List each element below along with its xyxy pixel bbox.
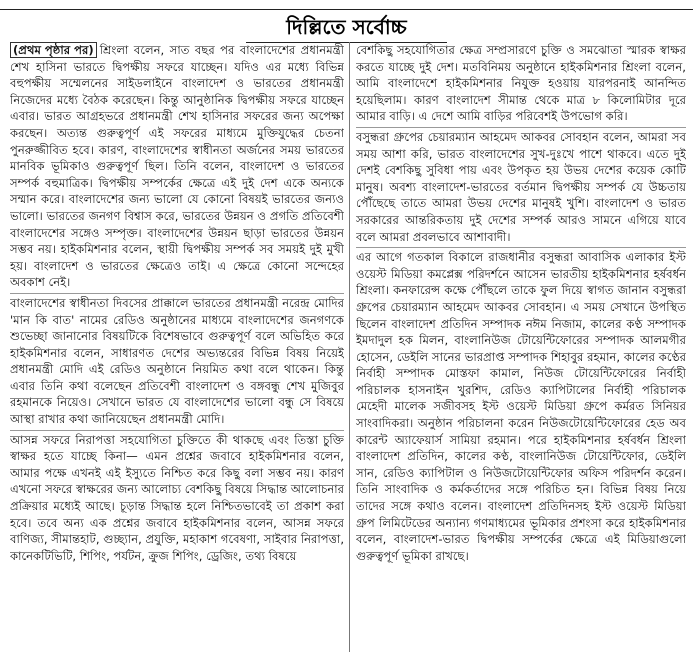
column-divider bbox=[349, 42, 350, 652]
continuation-kicker: (প্রথম পৃষ্ঠার পর) bbox=[10, 42, 97, 58]
headline-container bbox=[0, 12, 693, 43]
previous-article-strip bbox=[0, 0, 693, 8]
left-paragraph-1-text: শ্রিংলা বলেন, সাত বছর পর বাংলাদেশের প্রধানমন্ত্রী শেখ হাসিনা ভারতে দ্বিপক্ষীয় সফরে যাচ্ছেন। যদিও এর মধ্যে বিভিন্ন বহুপক্ষীয় সম্মেলনের সাইডলাইনে বাংলাদেশ ও ভারতের প্রধানমন্ত্রী নিজেদের মধ্যে বৈঠক করেছেন। কিন্তু আনুষ্ঠানিক দ্বিপক্ষীয় সফরে যাচ্ছেন এবার। ভারত আগ্রহভরে প্রধানমন্ত্রী শেখ হাসিনার সফরের জন্য অপেক্ষা করছেন। অত্যন্ত গুরুত্বপূর্ণ এই সফরের মাধ্যমে মুক্তিযুদ্ধের চেতনা পুনরুজ্জীবিত হবে। কারণ, বাংলাদেশের স্বাধীনতা অর্জনের সময় ভারতের মানবিক ভূমিকাও গুরুত্বপূর্ণ ছিল। তিনি বলেন, বাংলাদেশ ও ভারতের সম্পর্ক বহুমাত্রিক। দ্বিপক্ষীয় সম্পর্কের ক্ষেত্রে এই দুই দেশ একে অন্যকে সম্মান করে। বাংলাদেশের জন্য ভালো যে কোনো বিষয়ই ভারতের জন্যও ভালো। ভারতের জনগণ বিশ্বাস করে, ভারতের উন্নয়ন ও প্রগতি প্রতিবেশী বাংলাদেশের সঙ্গেও সম্পৃক্ত। বাংলাদেশের উন্নয়ন ছাড়া ভারতের উন্নয়ন সম্ভব নয়। হাইকমিশনার বলেন, স্থায়ী দ্বিপক্ষীয় সম্পর্ক সব সময়ই দুই মুখী হয়। বাংলাদেশ ও ভারতের ক্ষেত্রেও তাই। এ ক্ষেত্রে কোনো সন্দেহের অবকাশ নেই। bbox=[10, 43, 344, 290]
right-paragraph-1: বেশকিছু সহযোগিতার ক্ষেত্র সম্প্রসারণে চুক্তি ও সমঝোতা স্মারক স্বাক্ষর করতে যাচ্ছে দুই দেশ। মতবিনিময় অনুষ্ঠানে হাইকমিশনার শ্রিংলা বলেন, আমি বাংলাদেশে হাইকমিশনার নিযুক্ত হওয়ায় যারপরনাই আনন্দিত হয়েছিলাম। কারণ বাংলাদেশ সীমান্ত থেকে মাত্র ৮ কিলোমিটার দূরে আমার বাড়ি। এ দেশে আমি বাড়ির পরিবেশই উপভোগ করি। bbox=[356, 43, 686, 124]
left-paragraph-3: আসন্ন সফরে নিরাপত্তা সহযোগিতা চুক্তিতে কী থাকছে এবং তিস্তা চুক্তি স্বাক্ষর হতে যাচ্ছে কিনা— এমন প্রশ্নের জবাবে হাইকমিশনার বলেন, আমার পক্ষে এখনই এই ইস্যুতে নিশ্চিত করে কিছু বলা সম্ভব নয়। কারণ এখনো সফরে স্বাক্ষরের জন্য আলোচ্য বেশকিছু বিষয়ে সিদ্ধান্ত আলোচনার প্রক্রিয়ার মধ্যেই আছে। চূড়ান্ত সিদ্ধান্ত হলে নিশ্চিতভাবেই তা প্রকাশ করা হবে। তবে অন্য এক প্রশ্নের জবাবে হাইকমিশনার বলেন, আসন্ন সফরে বাণিজ্য, সীমান্তহাট, গুচ্ছ্যান, প্রযুক্তি, মহাকাশ গবেষণা, সাইবার নিরাপত্তা, কানেকটিভিটি, শিপিং, পর্যটন, ক্রুজ শিপিং, ড্রেজিং, তথ্য বিষয়ে bbox=[10, 430, 344, 565]
left-paragraph-2: বাংলাদেশের স্বাধীনতা দিবসের প্রাক্কালে ভারতের প্রধানমন্ত্রী নরেন্দ্র মোদির 'মান কি বাত' নামের রেডিও অনুষ্ঠানের মাধ্যমে বাংলাদেশের জনগণকে শুভেচ্ছা জানানোর বিষয়টিকে বিশেষভাবে গুরুত্বপূর্ণ বলে অভিহিত করে হাইকমিশনার বলেন, সাধারণত দেশের অভ্যন্তরের বিভিন্ন বিষয় নিয়েই প্রধানমন্ত্রী মোদি এই রেডিও অনুষ্ঠানে নিয়মিত কথা বলে থাকেন। কিন্তু এবার তিনি কথা বলেছেন প্রতিবেশী বাংলাদেশ ও বঙ্গবন্ধু শেখ মুজিবুর রহমানকে নিয়েও। সেখানে ভারত যে বাংলাদেশের ভালো বন্ধু সে বিষয়ে আস্থা রাখার কথা জানিয়েছেন প্রধানমন্ত্রী মোদি। bbox=[10, 293, 344, 428]
right-paragraph-2: বসুন্ধরা গ্রুপের চেয়ারম্যান আহমেদ আকবর সোবহান বলেন, আমরা সব সময় আশা করি, ভারত বাংলাদেশের সুখ-দুঃখে পাশে থাকবে। এতে দুই দেশই বেশকিছু সুবিধা পায় এবং উপকৃত হয় উভয় দেশের কয়েক কোটি মানুষ। অবশ্য বাংলাদেশ-ভারতের বর্তমান দ্বিপক্ষীয় সম্পর্ক যে উচ্চতায় পৌঁছেছে তাতে আমরা উভয় দেশের মানুষই খুশি। বাংলাদেশ ও ভারত সরকারের আন্তরিকতায় দুই দেশের সম্পর্ক আরও সামনে এগিয়ে যাবে বলে আমরা প্রবলভাবে আশাবাদী। bbox=[356, 127, 686, 245]
left-column bbox=[10, 42, 344, 654]
headline: দিল্লিতে সর্বোচ্চ bbox=[246, 12, 446, 43]
left-paragraph-1 bbox=[10, 42, 344, 291]
headline-top-rule bbox=[0, 9, 693, 10]
right-paragraph-3: এর আগে গতকাল বিকালে রাজধানীর বসুন্ধরা আবাসিক এলাকার ইস্ট ওয়েস্ট মিডিয়া কমপ্লেক্স পরিদর্শনে আসেন ভারতীয় হাইকমিশনার হর্ষবর্ধন শ্রিংলা। কনফারেন্স কক্ষে পৌঁছলে তাকে ফুল দিয়ে স্বাগত জানান বসুন্ধরা গ্রুপের চেয়ারম্যান আহমেদ আকবর সোবহান। এ সময় সেখানে উপস্থিত ছিলেন বাংলাদেশ প্রতিদিন সম্পাদক নঈম নিজাম, কালের কণ্ঠ সম্পাদক ইমদাদুল হক মিলন, বাংলানিউজ টোয়েন্টিফোরের সম্পাদক আলমগীর হোসেন, ডেইলি সানের ভারপ্রাপ্ত সম্পাদক শিহাবুর রহমান, কালের কণ্ঠের নির্বাহী সম্পাদক মোস্তফা কামাল, নিউজ টোয়েন্টিফোরের নির্বাহী পরিচালক হাসনাইন খুরশিদ, রেডিও ক্যাপিটালের নির্বাহী পরিচালক মেহেদী মালেক সজীবসহ ইস্ট ওয়েস্ট মিডিয়া গ্রুপে কর্মরত সিনিয়র সাংবাদিকরা। অনুষ্ঠান পরিচালনা করেন নিউজটোয়েন্টিফোরের হেড অব কারেন্ট অ্যাফেয়ার্স সামিয়া রহমান। পরে হাইকমিশনার হর্ষবর্ধন শ্রিংলা বাংলাদেশ প্রতিদিন, কালের কণ্ঠ, বাংলানিউজ টোয়েন্টিফোর, ডেইলি সান, রেডিও ক্যাপিটাল ও নিউজটোয়েন্টিফোর অফিস পরিদর্শন করেন। তিনি সাংবাদিক ও কর্মকর্তাদের সঙ্গে পরিচিত হন। বিভিন্ন বিষয় নিয়ে তাদের সঙ্গে কথাও বলেন। বাংলাদেশ প্রতিদিনসহ ইস্ট ওয়েস্ট মিডিয়া গ্রুপ লিমিটেডের অন্যান্য গণমাধ্যমের ভূমিকার প্রশংসা করে হাইকমিশনার বলেন, বাংলাদেশ-ভারত দ্বিপক্ষীয় সম্পর্কের ক্ষেত্রে এই মিডিয়াগুলো গুরুত্বপূর্ণ ভূমিকা রাখছে। bbox=[356, 247, 686, 564]
right-column bbox=[356, 42, 686, 654]
